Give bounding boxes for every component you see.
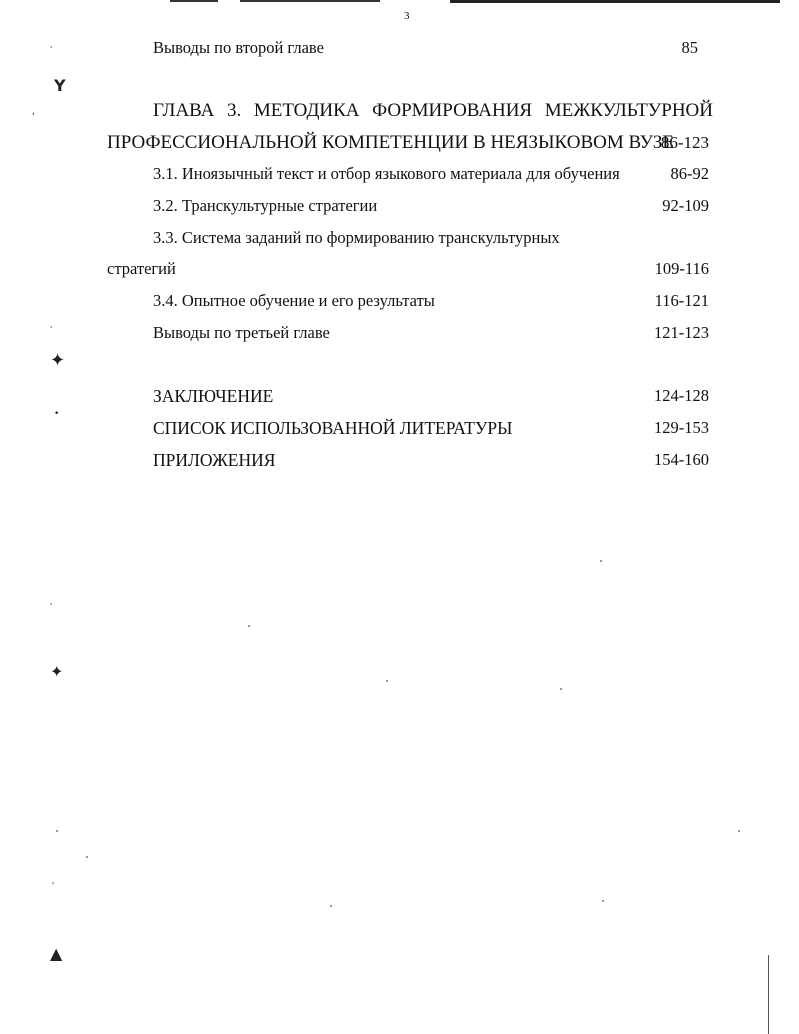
chapter3-word: 3. [226,100,242,121]
toc-entry-bibliography-pages: 129-153 [654,418,709,437]
scan-speck: ' [52,881,55,890]
scan-speck: ✦ [50,662,64,681]
chapter3-word: ФОРМИРОВАНИЯ [372,100,533,121]
scan-speck: ▲ [50,944,63,963]
scan-speck: ' [50,602,53,611]
toc-entry-ch2-conclusions-title: Выводы по второй главе [153,38,324,57]
toc-chapter3-pages: 86-123 [660,133,709,152]
scan-edge-line [768,955,769,1034]
toc-entry-3-3-title-line2: стратегий [107,259,176,278]
toc-entry-3-1-title: 3.1. Иноязычный текст и отбор языкового материала для обучения [153,164,620,183]
toc-chapter3-heading-line1 [153,99,713,123]
toc-entry-conclusion-title: ЗАКЛЮЧЕНИЕ [153,386,274,406]
toc-entry-3-2-title: 3.2. Транскультурные стратегии [153,196,378,215]
chapter3-word: ГЛАВА [153,100,215,121]
toc-entry-appendices-pages: 154-160 [654,450,709,469]
chapter3-word: МЕТОДИКА [253,100,360,121]
scan-edge-mark [240,0,380,2]
scan-speck: • [54,409,60,419]
toc-entry-ch3-conclusions-title: Выводы по третьей главе [153,323,330,342]
scan-speck [560,688,562,690]
toc-entry-3-4-title: 3.4. Опытное обучение и его результаты [153,291,435,310]
scan-speck: ' [50,45,53,54]
toc-chapter3-heading-line2: ПРОФЕССИОНАЛЬНОЙ КОМПЕТЕНЦИИ В НЕЯЗЫКОВОМ ВУЗЕ [107,132,674,153]
toc-entry-3-3-pages: 109-116 [654,259,709,278]
toc-entry-appendices-title: ПРИЛОЖЕНИЯ [153,450,276,470]
scan-speck [330,905,332,907]
scan-speck [600,560,602,562]
toc-entry-3-4-pages: 116-121 [654,291,709,310]
toc-entry-ch2-conclusions-pages: 85 [681,38,698,57]
toc-entry-ch3-conclusions-pages: 121-123 [654,323,709,342]
toc-entry-bibliography-title: СПИСОК ИСПОЛЬЗОВАННОЙ ЛИТЕРАТУРЫ [153,418,513,438]
scan-speck: , [32,107,35,117]
scan-speck: ✦ [50,350,66,371]
page-number: 3 [404,10,410,22]
scan-speck: Y [54,76,66,95]
scan-speck [602,900,604,902]
scan-speck: ' [50,325,53,334]
toc-entry-conclusion-pages: 124-128 [654,386,709,405]
chapter3-word: МЕЖКУЛЬТУРНОЙ [544,100,713,121]
scan-speck [386,680,388,682]
scan-speck [248,625,250,627]
scan-edge-mark [450,0,780,3]
scan-speck [56,830,58,832]
scan-speck [86,856,88,858]
toc-entry-3-1-pages: 86-92 [670,164,709,183]
toc-entry-3-3-title-line1: 3.3. Система заданий по формированию транскультурных [153,228,560,247]
scan-speck [738,830,740,832]
scan-edge-mark [170,0,218,2]
toc-entry-3-2-pages: 92-109 [662,196,709,215]
